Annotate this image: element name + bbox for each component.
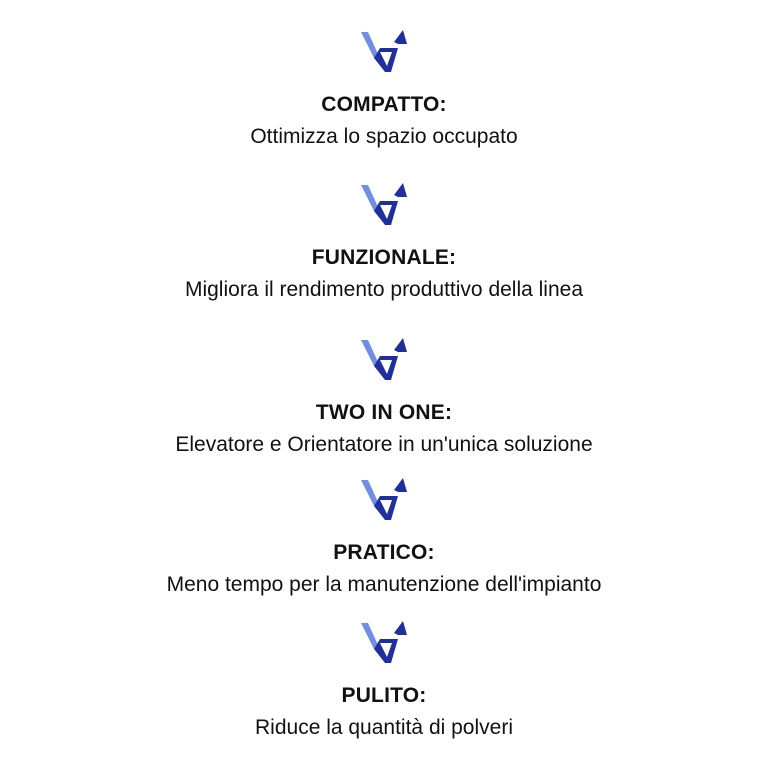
feature-description: Elevatore e Orientatore in un'unica soluzione — [175, 433, 593, 456]
feature-title: COMPATTO: — [321, 93, 447, 116]
logo-mark-icon — [358, 336, 410, 384]
logo-mark-icon — [358, 181, 410, 229]
feature-description: Ottimizza lo spazio occupato — [250, 125, 518, 148]
feature-pratico — [0, 476, 768, 597]
feature-compatto — [0, 28, 768, 149]
logo-mark-icon — [358, 476, 410, 524]
feature-description: Riduce la quantità di polveri — [255, 716, 513, 739]
logo-mark-icon — [358, 619, 410, 667]
feature-title: PRATICO: — [333, 541, 435, 564]
feature-title: TWO IN ONE: — [315, 401, 453, 424]
feature-two-in-one — [0, 336, 768, 457]
feature-description: Meno tempo per la manutenzione dell'impianto — [166, 573, 602, 596]
logo-mark-icon — [358, 28, 410, 76]
feature-pulito — [0, 619, 768, 740]
feature-funzionale — [0, 181, 768, 302]
feature-title: FUNZIONALE: — [311, 246, 457, 269]
feature-title: PULITO: — [341, 684, 427, 707]
feature-description: Migliora il rendimento produttivo della linea — [184, 278, 584, 301]
